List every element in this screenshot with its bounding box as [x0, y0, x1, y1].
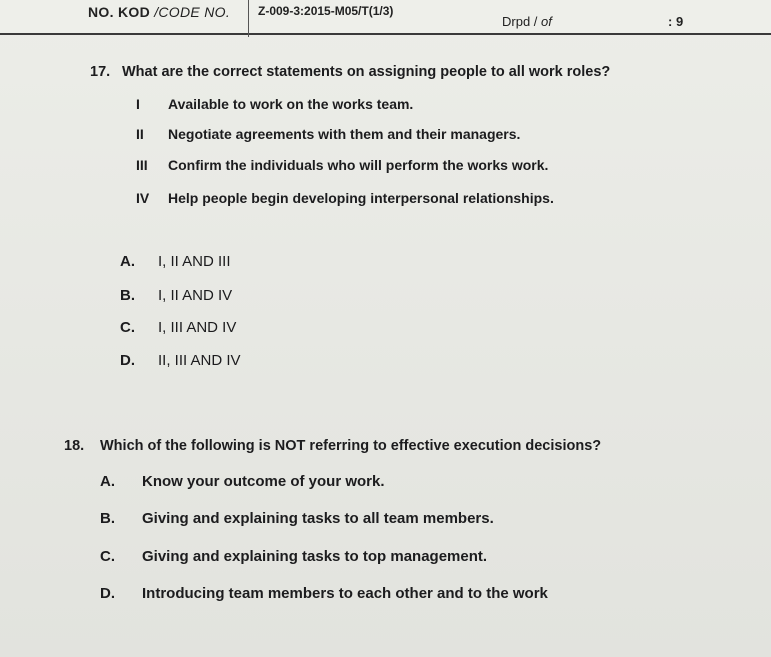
statement-text: Confirm the individuals who will perform the works work.	[168, 157, 549, 173]
statement-text: Available to work on the works team.	[168, 96, 414, 112]
option-18-b[interactable]	[100, 510, 494, 527]
question-18-stem	[64, 438, 601, 454]
statement-roman: II	[136, 126, 144, 142]
option-text: I, III AND IV	[158, 319, 237, 336]
option-17-d[interactable]	[120, 352, 241, 369]
statement-iv	[136, 190, 554, 206]
statement-roman: III	[136, 157, 148, 173]
option-17-a[interactable]	[120, 253, 231, 270]
page-label-italic: of	[541, 14, 552, 29]
page-label	[502, 0, 622, 47]
statement-iii	[136, 157, 548, 173]
option-letter: B.	[120, 287, 135, 304]
option-text: Introducing team members to each other and to the work	[142, 585, 548, 602]
statement-roman: IV	[136, 190, 150, 206]
option-letter: D.	[100, 585, 115, 602]
option-17-b[interactable]	[120, 287, 232, 304]
question-text: Which of the following is NOT referring to effective execution decisions?	[100, 438, 602, 454]
question-17-stem	[90, 64, 610, 80]
code-label-italic: /CODE NO.	[154, 4, 231, 20]
option-text: I, II AND III	[158, 253, 231, 270]
statement-i	[136, 96, 413, 112]
option-letter: A.	[120, 253, 135, 270]
statement-ii	[136, 126, 520, 142]
reference-code: Z-009-3:2015-M05/T(1/3)	[258, 4, 394, 18]
option-text: Giving and explaining tasks to top management.	[142, 548, 488, 565]
option-text: Giving and explaining tasks to all team members.	[142, 510, 494, 527]
option-text: I, II AND IV	[158, 287, 233, 304]
option-letter: B.	[100, 510, 115, 527]
page-total: : 9	[668, 14, 684, 29]
page-header	[0, 0, 771, 35]
option-text: Know your outcome of your work.	[142, 473, 385, 490]
question-text: What are the correct statements on assigning people to all work roles?	[122, 64, 611, 80]
option-letter: C.	[120, 319, 135, 336]
question-number: 18.	[64, 438, 85, 454]
option-17-c[interactable]	[120, 319, 236, 336]
option-letter: A.	[100, 473, 115, 490]
option-18-a[interactable]	[100, 473, 385, 490]
option-letter: C.	[100, 548, 115, 565]
option-text: II, III AND IV	[158, 352, 241, 369]
option-18-d[interactable]	[100, 585, 548, 602]
statement-roman: I	[136, 96, 140, 112]
code-label-main: NO. KOD	[88, 4, 150, 20]
question-number: 17.	[90, 64, 111, 80]
page-label-main: Drpd /	[502, 14, 538, 29]
code-label	[88, 0, 249, 37]
option-letter: D.	[120, 352, 135, 369]
statement-text: Help people begin developing interpersonal relationships.	[168, 190, 554, 206]
statement-text: Negotiate agreements with them and their managers.	[168, 126, 521, 142]
option-18-c[interactable]	[100, 548, 487, 565]
